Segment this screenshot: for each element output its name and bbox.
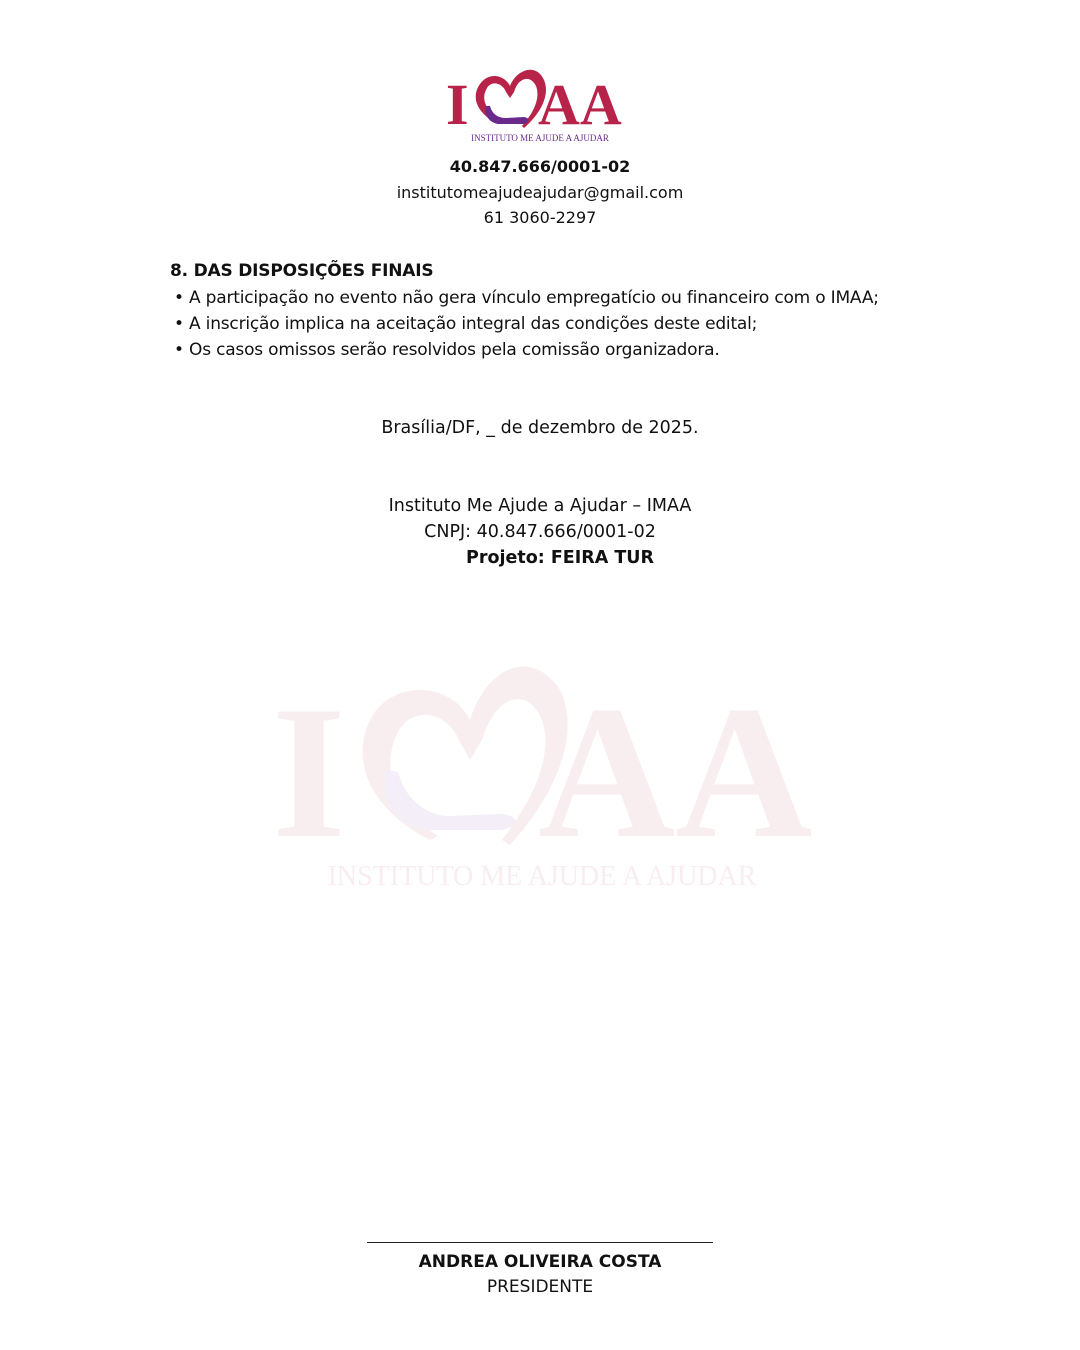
watermark-hand-icon <box>385 770 516 830</box>
section-title: 8. DAS DISPOSIÇÕES FINAIS <box>170 261 434 281</box>
logo-subtitle: INSTITUTO ME AJUDE A AJUDAR <box>471 133 609 143</box>
org-name: Instituto Me Ajude a Ajudar – IMAA <box>388 496 692 516</box>
bullet-item: • Os casos omissos serão resolvidos pela comissão organizadora. <box>174 340 720 360</box>
header-phone: 61 3060-2297 <box>483 208 597 227</box>
bullet-item: • A participação no evento não gera vínculo empregatício ou financeiro com o IMAA; <box>174 288 879 308</box>
watermark-subtitle: INSTITUTO ME AJUDE A AJUDAR <box>327 861 757 892</box>
hand-icon <box>486 106 529 124</box>
signature-line <box>367 1242 713 1243</box>
imaa-watermark <box>270 650 815 895</box>
place-date: Brasília/DF, _ de dezembro de 2025. <box>381 418 699 438</box>
watermark-letter-i: I <box>272 668 346 878</box>
signature-name: ANDREA OLIVEIRA COSTA <box>418 1252 662 1272</box>
watermark-letters-aa: AA <box>538 668 813 878</box>
header-email: institutomeajudeajudar@gmail.com <box>396 183 684 202</box>
signature-role: PRESIDENTE <box>486 1277 594 1297</box>
logo-letter-i: I <box>446 72 469 137</box>
imaa-logo <box>440 58 640 148</box>
org-cnpj: CNPJ: 40.847.666/0001-02 <box>424 522 656 542</box>
bullet-item: • A inscrição implica na aceitação integral das condições deste edital; <box>174 314 758 334</box>
project-name: Projeto: FEIRA TUR <box>466 548 654 568</box>
header-cnpj: 40.847.666/0001-02 <box>449 157 631 176</box>
logo-letters-aa: AA <box>538 72 622 137</box>
